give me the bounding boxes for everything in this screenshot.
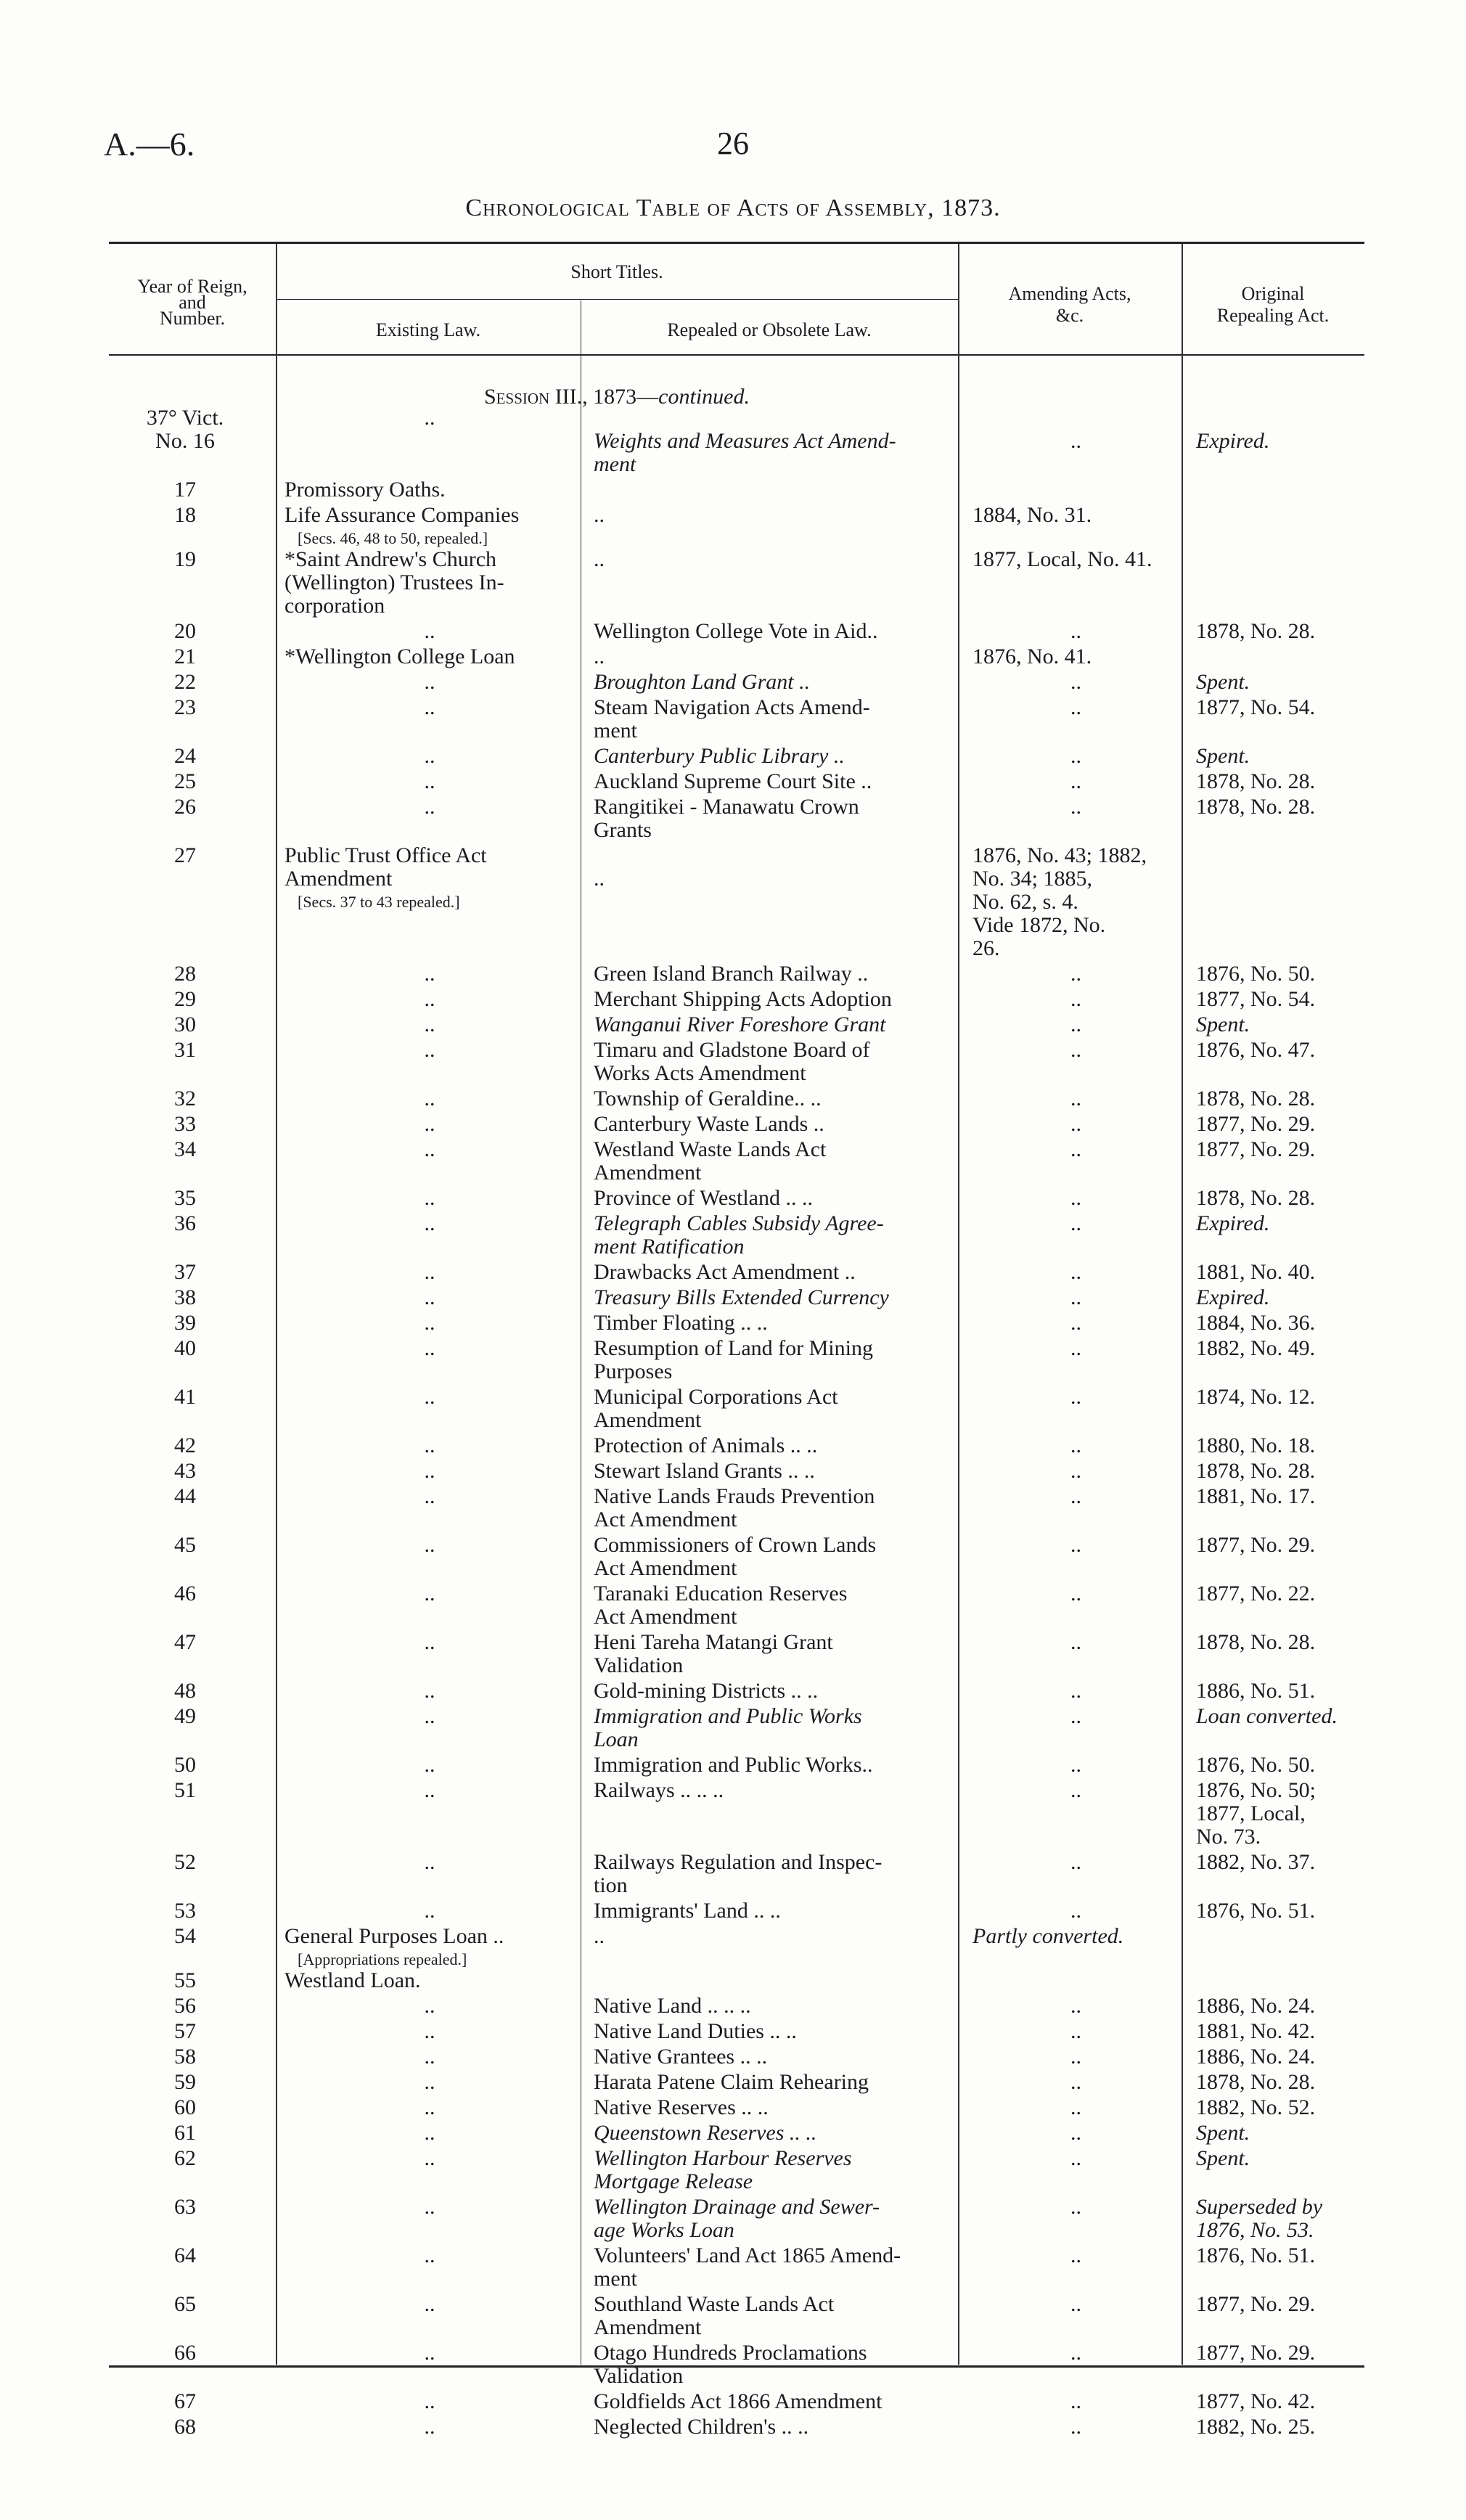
original-repealing-act: 1882, No. 25.: [1196, 2415, 1316, 2439]
amending-acts: ..: [1070, 962, 1081, 986]
original-repealing-act: Expired.: [1196, 1211, 1270, 1235]
existing-law: ..: [424, 2045, 435, 2069]
existing-law: ..: [424, 1994, 435, 2018]
repealed-law: Wanganui River Foreshore Grant: [594, 1012, 886, 1036]
row-number: 68: [174, 2415, 196, 2439]
amending-acts: ..: [1070, 2389, 1081, 2413]
row-number: 44: [174, 1484, 196, 1508]
row-number: 32: [174, 1087, 196, 1110]
rule-top: [109, 242, 1364, 244]
existing-law: ..: [424, 619, 435, 643]
repealed-law: Immigration and Public Works Loan: [594, 1704, 862, 1751]
existing-law: ..: [424, 406, 435, 430]
row-number: 43: [174, 1459, 196, 1483]
col-head-existing: Existing Law.: [375, 319, 481, 340]
amending-acts: ..: [1070, 1778, 1081, 1802]
amending-acts: ..: [1070, 1385, 1081, 1409]
original-repealing-act: Spent.: [1196, 744, 1250, 768]
repealed-law: Canterbury Public Library ..: [594, 744, 845, 768]
repealed-law: Volunteers' Land Act 1865 Amend- ment: [594, 2243, 901, 2291]
repealed-law: Native Land Duties .. ..: [594, 2019, 797, 2043]
row-number: 47: [174, 1630, 196, 1654]
amending-acts: ..: [1070, 1533, 1081, 1557]
amending-acts: ..: [1070, 1459, 1081, 1483]
existing-law: ..: [424, 2415, 435, 2439]
repealed-law: Immigration and Public Works..: [594, 1753, 873, 1777]
repealed-law: Resumption of Land for Mining Purposes: [594, 1336, 873, 1383]
original-repealing-act: 1877, No. 29.: [1196, 2292, 1316, 2316]
amending-acts: ..: [1070, 1704, 1081, 1728]
existing-law: ..: [424, 1311, 435, 1335]
row-number: 54: [174, 1924, 196, 1948]
repealed-law: ..: [594, 645, 605, 668]
row-number: 29: [174, 987, 196, 1011]
existing-law: Promissory Oaths.: [284, 478, 446, 502]
repealed-law: Native Lands Frauds Prevention Act Amendment: [594, 1484, 875, 1531]
row-number: 38: [174, 1285, 196, 1309]
original-repealing-act: 1878, No. 28.: [1196, 1459, 1316, 1483]
amending-acts: ..: [1070, 1012, 1081, 1036]
col-head-original: Original Repealing Act.: [1216, 283, 1330, 326]
page-header-ref: A.—6.: [104, 126, 195, 163]
amending-acts: ..: [1070, 1211, 1081, 1235]
amending-acts: ..: [1070, 2121, 1081, 2145]
original-repealing-act: 1881, No. 40.: [1196, 1260, 1316, 1284]
original-repealing-act: 1882, No. 49.: [1196, 1336, 1316, 1360]
repealed-law: Taranaki Education Reserves Act Amendment: [594, 1582, 848, 1629]
row-number: 41: [174, 1385, 196, 1409]
existing-law: ..: [424, 1336, 435, 1360]
amending-acts: ..: [1070, 987, 1081, 1011]
repealed-law: Weights and Measures Act Amend- ment: [594, 429, 896, 476]
existing-law: Life Assurance Companies [Secs. 46, 48 to 50, repealed.]: [284, 504, 575, 550]
row-number: 58: [174, 2045, 196, 2069]
amending-acts: 1877, Local, No. 41.: [972, 547, 1152, 571]
existing-law: ..: [424, 695, 435, 719]
row-number: 65: [174, 2292, 196, 2316]
repealed-law: Township of Geraldine.. ..: [594, 1087, 822, 1110]
repealed-law: Neglected Children's .. ..: [594, 2415, 809, 2439]
existing-law: ..: [424, 962, 435, 986]
original-repealing-act: 1886, No. 24.: [1196, 2045, 1316, 2069]
amending-acts: ..: [1070, 2045, 1081, 2069]
existing-law: ..: [424, 1038, 435, 1062]
repealed-law: ..: [594, 547, 605, 571]
col-head-repealed: Repealed or Obsolete Law.: [667, 319, 872, 340]
original-repealing-act: 1877, No. 42.: [1196, 2389, 1316, 2413]
row-number: 28: [174, 962, 196, 986]
repealed-law: Railways .. .. ..: [594, 1778, 724, 1802]
amending-acts: ..: [1070, 1087, 1081, 1110]
existing-law: ..: [424, 2121, 435, 2145]
repealed-law: Green Island Branch Railway ..: [594, 962, 869, 986]
amending-acts: ..: [1070, 2415, 1081, 2439]
amending-acts: ..: [1070, 1260, 1081, 1284]
amending-acts: ..: [1070, 1582, 1081, 1605]
repealed-law: Wellington Harbour Reserves Mortgage Release: [594, 2146, 852, 2193]
existing-law: ..: [424, 744, 435, 768]
original-repealing-act: 1877, No. 54.: [1196, 695, 1316, 719]
existing-law: ..: [424, 1704, 435, 1728]
col-head-short-titles: Short Titles.: [570, 261, 663, 282]
existing-law: *Saint Andrew's Church (Wellington) Trustees In- corporation: [284, 547, 504, 618]
existing-law: ..: [424, 795, 435, 819]
amending-acts: ..: [1070, 1038, 1081, 1062]
repealed-law: Rangitikei - Manawatu Crown Grants: [594, 795, 859, 842]
row-number: 50: [174, 1753, 196, 1777]
amending-acts: ..: [1070, 1899, 1081, 1923]
existing-law-note: [Secs. 46, 48 to 50, repealed.]: [298, 529, 488, 547]
row-number: 26: [174, 795, 196, 819]
existing-law: ..: [424, 1679, 435, 1703]
amending-acts: ..: [1070, 1850, 1081, 1874]
original-repealing-act: 1886, No. 24.: [1196, 1994, 1316, 2018]
repealed-law: Wellington College Vote in Aid..: [594, 619, 878, 643]
existing-law: ..: [424, 1012, 435, 1036]
original-repealing-act: Spent.: [1196, 2121, 1250, 2145]
amending-acts: ..: [1070, 429, 1081, 453]
original-repealing-act: 1882, No. 37.: [1196, 1850, 1316, 1874]
existing-law: ..: [424, 2019, 435, 2043]
original-repealing-act: 1876, No. 50; 1877, Local, No. 73.: [1196, 1778, 1316, 1849]
repealed-law: Railways Regulation and Inspec- tion: [594, 1850, 883, 1897]
row-number: 23: [174, 695, 196, 719]
existing-law: ..: [424, 1433, 435, 1457]
row-number: 37: [174, 1260, 196, 1284]
amending-acts: ..: [1070, 2243, 1081, 2267]
repealed-law: Stewart Island Grants .. ..: [594, 1459, 815, 1483]
existing-law: ..: [424, 987, 435, 1011]
amending-acts: Partly converted.: [972, 1924, 1124, 1948]
row-number: 35: [174, 1186, 196, 1210]
original-repealing-act: 1881, No. 42.: [1196, 2019, 1316, 2043]
repealed-law: Telegraph Cables Subsidy Agree- ment Ratification: [594, 1211, 884, 1259]
row-number: 27: [174, 843, 196, 867]
existing-law: ..: [424, 2146, 435, 2170]
repealed-law: Broughton Land Grant ..: [594, 670, 811, 694]
repealed-law: Queenstown Reserves .. ..: [594, 2121, 817, 2145]
amending-acts: ..: [1070, 1753, 1081, 1777]
original-repealing-act: 1874, No. 12.: [1196, 1385, 1316, 1409]
row-number: 63: [174, 2195, 196, 2219]
amending-acts: ..: [1070, 2095, 1081, 2119]
amending-acts: ..: [1070, 1137, 1081, 1161]
page-number: 26: [717, 126, 749, 161]
original-repealing-act: Spent.: [1196, 1012, 1250, 1036]
repealed-law: Wellington Drainage and Sewer- age Works Loan: [594, 2195, 880, 2242]
existing-law: ..: [424, 1899, 435, 1923]
row-number: 19: [174, 547, 196, 571]
repealed-law: ..: [594, 867, 605, 891]
row-number: 31: [174, 1038, 196, 1062]
original-repealing-act: 1880, No. 18.: [1196, 1433, 1316, 1457]
original-repealing-act: 1878, No. 28.: [1196, 2070, 1316, 2094]
repealed-law: Steam Navigation Acts Amend- ment: [594, 695, 870, 742]
original-repealing-act: 1877, No. 22.: [1196, 1582, 1316, 1605]
repealed-law: Timaru and Gladstone Board of Works Acts Amendment: [594, 1038, 870, 1085]
row-number: 53: [174, 1899, 196, 1923]
table-title: Chronological Table of Acts of Assembly, 1873.: [465, 195, 1001, 221]
existing-law: General Purposes Loan .. [Appropriations repealed.]: [284, 1925, 575, 1971]
original-repealing-act: Loan converted.: [1196, 1704, 1338, 1728]
amending-acts: ..: [1070, 2195, 1081, 2219]
amending-acts: 1876, No. 43; 1882, No. 34; 1885, No. 62, s. 4. Vide 1872, No. 26.: [972, 843, 1147, 960]
original-repealing-act: 1882, No. 52.: [1196, 2095, 1316, 2119]
row-number: 64: [174, 2243, 196, 2267]
row-number: 57: [174, 2019, 196, 2043]
amending-acts: ..: [1070, 1679, 1081, 1703]
existing-law: ..: [424, 1753, 435, 1777]
amending-acts: ..: [1070, 2146, 1081, 2170]
repealed-law: Commissioners of Crown Lands Act Amendment: [594, 1533, 877, 1580]
repealed-law: Province of Westland .. ..: [594, 1186, 813, 1210]
original-repealing-act: 1878, No. 28.: [1196, 795, 1316, 819]
row-number: 60: [174, 2095, 196, 2119]
amending-acts: ..: [1070, 1186, 1081, 1210]
col-head-year: Year of Reign, and Number.: [137, 276, 247, 329]
row-number: 20: [174, 619, 196, 643]
amending-acts: ..: [1070, 769, 1081, 793]
repealed-law: Native Grantees .. ..: [594, 2045, 768, 2069]
col-divider-1: [276, 244, 277, 2365]
existing-law: ..: [424, 1385, 435, 1409]
rule-short-titles: [276, 299, 958, 300]
original-repealing-act: 1877, No. 29.: [1196, 1137, 1316, 1161]
amending-acts: ..: [1070, 1630, 1081, 1654]
repealed-law: Municipal Corporations Act Amendment: [594, 1385, 838, 1432]
existing-law: Westland Loan.: [284, 1968, 421, 1992]
amending-acts: ..: [1070, 1336, 1081, 1360]
existing-law: ..: [424, 1778, 435, 1802]
original-repealing-act: 1881, No. 17.: [1196, 1484, 1316, 1508]
existing-law: ..: [424, 1533, 435, 1557]
row-number: 49: [174, 1704, 196, 1728]
row-number: 22: [174, 670, 196, 694]
existing-law: ..: [424, 1260, 435, 1284]
repealed-law: Native Reserves .. ..: [594, 2095, 769, 2119]
repealed-law: Goldfields Act 1866 Amendment: [594, 2389, 883, 2413]
existing-law: ..: [424, 2095, 435, 2119]
amending-acts: ..: [1070, 2019, 1081, 2043]
row-number: 55: [174, 1968, 196, 1992]
existing-law: ..: [424, 670, 435, 694]
repealed-law: Harata Patene Claim Rehearing: [594, 2070, 869, 2094]
repealed-law: Immigrants' Land .. ..: [594, 1899, 781, 1923]
existing-law: Public Trust Office Act Amendment [Secs. 37 to 43 repealed.]: [284, 844, 575, 914]
repealed-law: Gold-mining Districts .. ..: [594, 1679, 819, 1703]
original-repealing-act: 1876, No. 51.: [1196, 2243, 1316, 2267]
row-number: 33: [174, 1112, 196, 1136]
existing-law: ..: [424, 1484, 435, 1508]
original-repealing-act: 1878, No. 28.: [1196, 1186, 1316, 1210]
existing-law: ..: [424, 1630, 435, 1654]
row-number: 40: [174, 1336, 196, 1360]
amending-acts: ..: [1070, 695, 1081, 719]
original-repealing-act: 1886, No. 51.: [1196, 1679, 1316, 1703]
amending-acts: ..: [1070, 2070, 1081, 2094]
amending-acts: ..: [1070, 619, 1081, 643]
existing-law: ..: [424, 2341, 435, 2365]
repealed-law: Drawbacks Act Amendment ..: [594, 1260, 856, 1284]
original-repealing-act: 1877, No. 29.: [1196, 2341, 1316, 2365]
amending-acts: 1884, No. 31.: [972, 503, 1092, 527]
existing-law: ..: [424, 1285, 435, 1309]
row-number: 59: [174, 2070, 196, 2094]
amending-acts: 1876, No. 41.: [972, 645, 1092, 668]
repealed-law: Heni Tareha Matangi Grant Validation: [594, 1630, 833, 1677]
existing-law: ..: [424, 2195, 435, 2219]
repealed-law: Otago Hundreds Proclamations Validation: [594, 2341, 867, 2388]
original-repealing-act: Expired.: [1196, 1285, 1270, 1309]
original-repealing-act: 1876, No. 50.: [1196, 1753, 1316, 1777]
row-number: 18: [174, 503, 196, 527]
amending-acts: ..: [1070, 1112, 1081, 1136]
original-repealing-act: 1878, No. 28.: [1196, 1087, 1316, 1110]
amending-acts: ..: [1070, 1311, 1081, 1335]
amending-acts: ..: [1070, 2292, 1081, 2316]
original-repealing-act: 1876, No. 50.: [1196, 962, 1316, 986]
amending-acts: ..: [1070, 795, 1081, 819]
amending-acts: ..: [1070, 1285, 1081, 1309]
original-repealing-act: 1877, No. 54.: [1196, 987, 1316, 1011]
existing-law: ..: [424, 2389, 435, 2413]
existing-law: ..: [424, 2292, 435, 2316]
existing-law: ..: [424, 1850, 435, 1874]
existing-law: *Wellington College Loan: [284, 645, 515, 668]
amending-acts: ..: [1070, 2341, 1081, 2365]
repealed-law: ..: [594, 503, 605, 527]
row-number: 51: [174, 1778, 196, 1802]
original-repealing-act: 1878, No. 28.: [1196, 619, 1316, 643]
row-number: 62: [174, 2146, 196, 2170]
repealed-law: Southland Waste Lands Act Amendment: [594, 2292, 835, 2339]
repealed-law: Auckland Supreme Court Site ..: [594, 769, 872, 793]
row-number: 17: [174, 478, 196, 502]
repealed-law: Protection of Animals .. ..: [594, 1433, 818, 1457]
repealed-law: Treasury Bills Extended Currency: [594, 1285, 889, 1309]
amending-acts: ..: [1070, 1484, 1081, 1508]
existing-law: ..: [424, 1582, 435, 1605]
session-heading: Session III., 1873—continued.: [484, 385, 750, 409]
row-number: 48: [174, 1679, 196, 1703]
repealed-law: Canterbury Waste Lands ..: [594, 1112, 824, 1136]
row-number: 67: [174, 2389, 196, 2413]
original-repealing-act: Superseded by 1876, No. 53.: [1196, 2195, 1323, 2242]
original-repealing-act: 1878, No. 28.: [1196, 769, 1316, 793]
original-repealing-act: 1877, No. 29.: [1196, 1533, 1316, 1557]
row-number: 25: [174, 769, 196, 793]
row-number: 61: [174, 2121, 196, 2145]
amending-acts: ..: [1070, 1994, 1081, 2018]
repealed-law: Westland Waste Lands Act Amendment: [594, 1137, 827, 1185]
row-number: 46: [174, 1582, 196, 1605]
amending-acts: ..: [1070, 1433, 1081, 1457]
amending-acts: ..: [1070, 670, 1081, 694]
existing-law: ..: [424, 1211, 435, 1235]
row-number: 34: [174, 1137, 196, 1161]
original-repealing-act: Spent.: [1196, 670, 1250, 694]
original-repealing-act: Spent.: [1196, 2146, 1250, 2170]
existing-law: ..: [424, 2070, 435, 2094]
original-repealing-act: 1878, No. 28.: [1196, 1630, 1316, 1654]
repealed-law: Native Land .. .. ..: [594, 1994, 751, 2018]
col-divider-4: [1182, 244, 1183, 2365]
row-number: 30: [174, 1012, 196, 1036]
col-divider-3: [958, 244, 959, 2365]
repealed-law: Merchant Shipping Acts Adoption: [594, 987, 892, 1011]
row-number: 39: [174, 1311, 196, 1335]
existing-law: ..: [424, 1137, 435, 1161]
original-repealing-act: Expired.: [1196, 429, 1270, 453]
original-repealing-act: 1884, No. 36.: [1196, 1311, 1316, 1335]
row-number: 24: [174, 744, 196, 768]
existing-law-note: [Appropriations repealed.]: [298, 1950, 467, 1968]
amending-acts: ..: [1070, 744, 1081, 768]
existing-law-note: [Secs. 37 to 43 repealed.]: [298, 893, 460, 911]
row-number: 45: [174, 1533, 196, 1557]
existing-law: ..: [424, 1112, 435, 1136]
row-number: 56: [174, 1994, 196, 2018]
existing-law: ..: [424, 2243, 435, 2267]
row-number: 66: [174, 2341, 196, 2365]
existing-law: ..: [424, 1087, 435, 1110]
repealed-law: Timber Floating .. ..: [594, 1311, 768, 1335]
row-number: 42: [174, 1433, 196, 1457]
original-repealing-act: 1876, No. 51.: [1196, 1899, 1316, 1923]
existing-law: ..: [424, 1459, 435, 1483]
existing-law: ..: [424, 769, 435, 793]
col-head-amending: Amending Acts, &c.: [1008, 283, 1131, 326]
row-number: 21: [174, 645, 196, 668]
rule-header-bottom: [109, 354, 1364, 356]
row-number: 52: [174, 1850, 196, 1874]
original-repealing-act: 1877, No. 29.: [1196, 1112, 1316, 1136]
row-number: 36: [174, 1211, 196, 1235]
repealed-law: ..: [594, 1924, 605, 1948]
original-repealing-act: 1876, No. 47.: [1196, 1038, 1316, 1062]
existing-law: ..: [424, 1186, 435, 1210]
row-number: 37° Vict. No. 16: [146, 406, 224, 453]
